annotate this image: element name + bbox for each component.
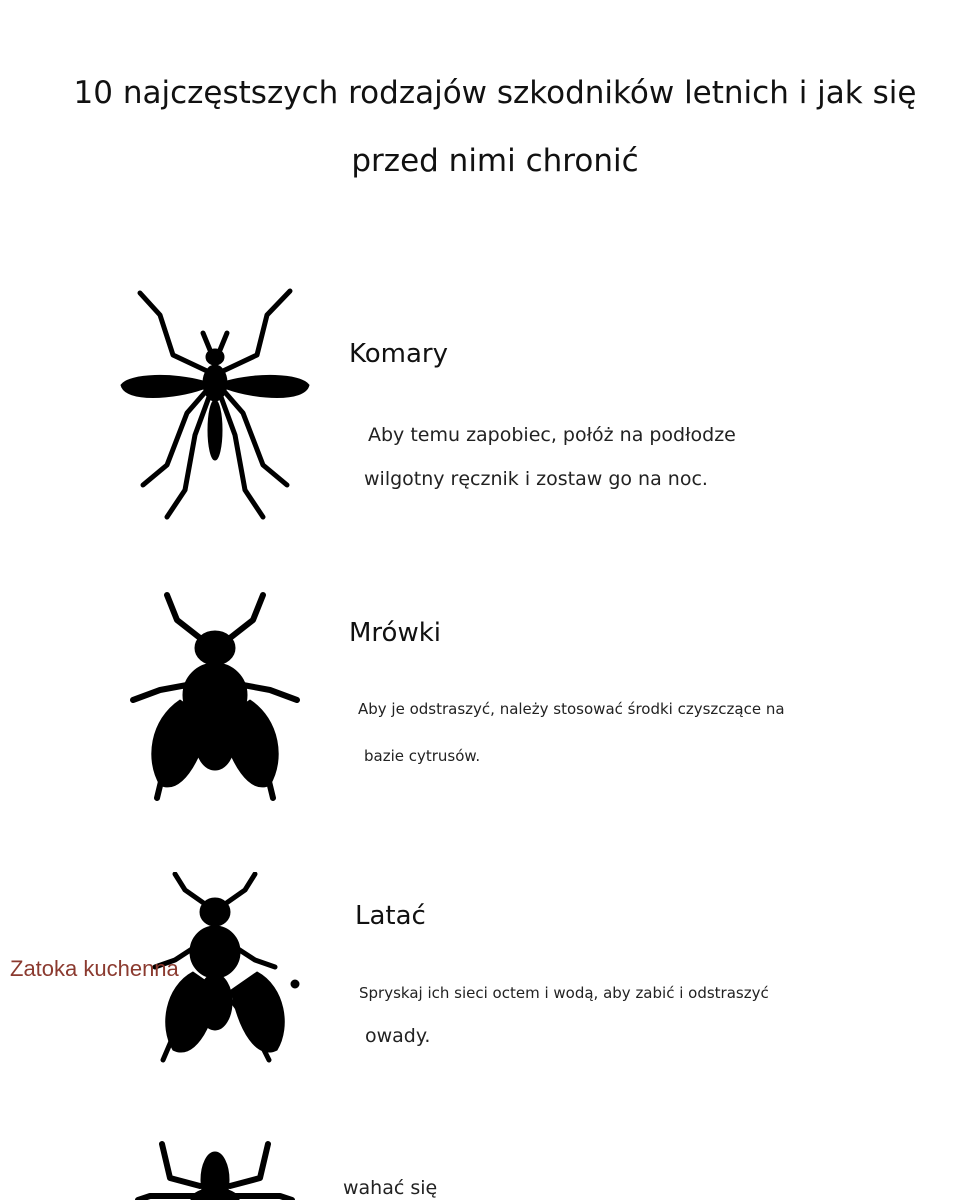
pest-name-latac: Latać bbox=[355, 901, 426, 931]
pest-desc-latac-line-2: owady. bbox=[365, 1025, 431, 1047]
fly-icon bbox=[125, 590, 305, 805]
pest-desc-komary-line-2: wilgotny ręcznik i zostaw go na noc. bbox=[364, 468, 708, 490]
mosquito-icon bbox=[115, 285, 315, 525]
pest-desc-mrowki-line-2: bazie cytrusów. bbox=[364, 747, 481, 765]
pest-name-komary: Komary bbox=[349, 339, 448, 369]
page-title-line-1: 10 najczęstszych rodzajów szkodników letnich i jak się bbox=[73, 75, 917, 111]
pest-name-wahac-sie: wahać się bbox=[343, 1177, 438, 1199]
pest-name-mrowki: Mrówki bbox=[349, 618, 442, 648]
spider-icon bbox=[130, 1138, 300, 1200]
pest-desc-komary-line-1: Aby temu zapobiec, połóż na podłodze bbox=[368, 424, 736, 446]
overlay-label: Zatoka kuchenna bbox=[10, 956, 179, 981]
pest-desc-latac-line-1: Spryskaj ich sieci octem i wodą, aby zabić i odstraszyć bbox=[359, 984, 769, 1002]
page-title-line-2: przed nimi chronić bbox=[351, 143, 639, 179]
pest-desc-mrowki-line-1: Aby je odstraszyć, należy stosować środki czyszczące na bbox=[358, 700, 785, 718]
